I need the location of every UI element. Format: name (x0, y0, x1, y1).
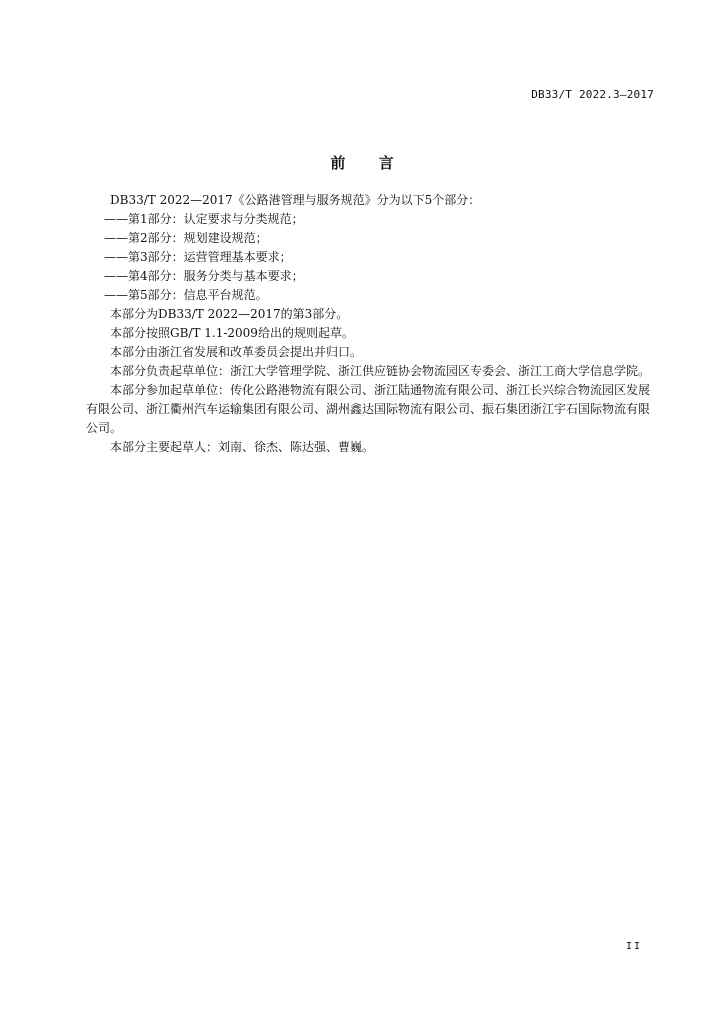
part-list-item: ——第2部分：规划建设规范； (104, 231, 268, 245)
drafters-statement: 本部分主要起草人：刘南、徐杰、陈达强、曹巍。 (110, 440, 375, 454)
part-list-item: ——第4部分：服务分类与基本要求； (104, 269, 304, 283)
lead-units-statement: 本部分负责起草单位：浙江大学管理学院、浙江供应链协会物流园区专委会、浙江工商大学信息学院。 (110, 364, 651, 378)
drafting-rules-statement: 本部分按照GB/T 1.1-2009给出的规则起草。 (110, 326, 354, 340)
part-of-statement: 本部分为DB33/T 2022—2017的第3部分。 (110, 307, 349, 321)
participating-units-statement: 本部分参加起草单位：传化公路港物流有限公司、浙江陆通物流有限公司、浙江长兴综合物流园区发展有限公司、浙江衢州汽车运输集团有限公司、湖州鑫达国际物流有限公司、振石集团浙江宇石国际物流有限公司。 (86, 383, 651, 435)
foreword-body (86, 191, 660, 457)
standard-code: DB33/T 2022.3—2017 (531, 88, 654, 101)
page-number: II (625, 941, 642, 952)
page-title: 前 言 (330, 154, 408, 172)
part-list-item: ——第3部分：运营管理基本要求； (104, 250, 292, 264)
proposed-by-statement: 本部分由浙江省发展和改革委员会提出并归口。 (110, 345, 363, 359)
part-list-item: ——第5部分：信息平台规范。 (104, 288, 268, 302)
part-list-item: ——第1部分：认定要求与分类规范； (104, 212, 304, 226)
intro-paragraph: DB33/T 2022—2017《公路港管理与服务规范》分为以下5个部分： (110, 193, 481, 207)
